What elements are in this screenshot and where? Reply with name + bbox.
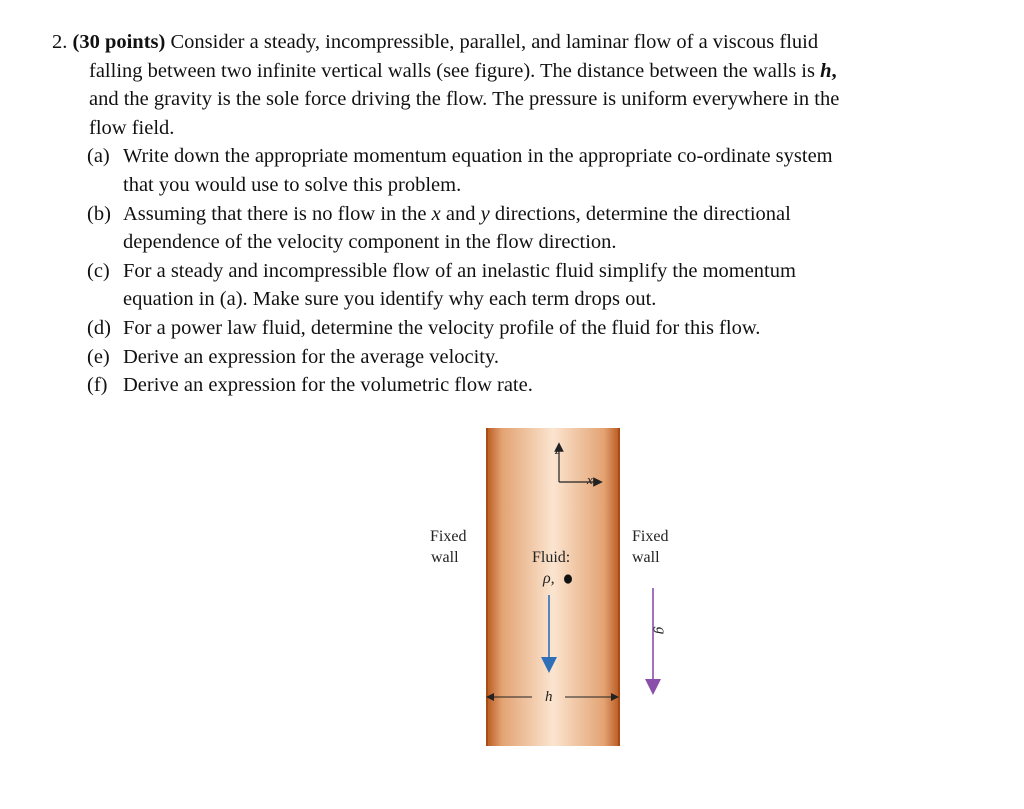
part-e xyxy=(52,343,952,372)
problem-number: 2. xyxy=(52,31,68,53)
figure-drawing xyxy=(420,425,700,755)
part-text-cont: dependence of the velocity component in the flow direction. xyxy=(123,231,617,254)
intro-line-1 xyxy=(52,28,952,57)
intro-line-3: and the gravity is the sole force driving the flow. The pressure is uniform everywhere in the xyxy=(89,88,840,111)
width-label: h xyxy=(545,689,553,705)
var-h: h xyxy=(820,59,832,82)
problem-points: (30 points) xyxy=(72,31,166,53)
fluid-properties: ρ, xyxy=(543,570,555,587)
part-label: (c) xyxy=(87,259,110,282)
intro-text-1: Consider a steady, incompressible, parallel, and laminar flow of a viscous fluid xyxy=(170,31,819,53)
right-wall-label-2: wall xyxy=(632,549,660,566)
part-text: For a steady and incompressible flow of an inelastic fluid simplify the momentum xyxy=(123,259,796,282)
var-y: y xyxy=(480,202,490,225)
part-text: Derive an expression for the volumetric flow rate. xyxy=(123,374,533,397)
part-text: Write down the appropriate momentum equation in the appropriate co-ordinate system xyxy=(123,145,833,168)
left-wall-label-2: wall xyxy=(431,549,459,566)
fluid-label: Fluid: xyxy=(532,549,571,566)
part-b xyxy=(52,200,952,257)
part-text-cont: that you would use to solve this problem. xyxy=(123,173,462,196)
intro-line-4: flow field. xyxy=(89,116,175,139)
part-a xyxy=(52,142,952,199)
part-label: (d) xyxy=(87,316,111,339)
flow-figure xyxy=(420,425,700,755)
intro-line-2 xyxy=(52,57,952,86)
part-f xyxy=(52,371,952,400)
part-label: (f) xyxy=(87,374,108,397)
part-text: Assuming that there is no flow in the xyxy=(123,202,427,225)
problem-statement xyxy=(52,28,952,400)
part-text-cont: equation in (a). Make sure you identify why each term drops out. xyxy=(123,288,657,311)
part-d xyxy=(52,314,952,343)
part-text-and: and xyxy=(445,202,476,225)
z-axis-label: z xyxy=(555,442,561,457)
intro-comma: , xyxy=(831,59,837,82)
part-label: (e) xyxy=(87,345,110,368)
right-wall-label-1: Fixed xyxy=(632,528,669,545)
left-wall-label-1: Fixed xyxy=(430,528,467,545)
part-text: directions, determine the directional xyxy=(494,202,791,225)
part-c xyxy=(52,257,952,314)
viscosity-symbol xyxy=(564,574,572,583)
part-label: (b) xyxy=(87,202,111,225)
part-label: (a) xyxy=(87,145,110,168)
intro-text-2: falling between two infinite vertical walls (see figure). The distance between the walls is xyxy=(89,59,815,82)
part-text: For a power law fluid, determine the velocity profile of the fluid for this flow. xyxy=(123,316,761,339)
var-x: x xyxy=(431,202,441,225)
x-axis-label: x xyxy=(587,472,593,487)
part-text: Derive an expression for the average velocity. xyxy=(123,345,500,368)
gravity-label: g xyxy=(652,626,669,635)
